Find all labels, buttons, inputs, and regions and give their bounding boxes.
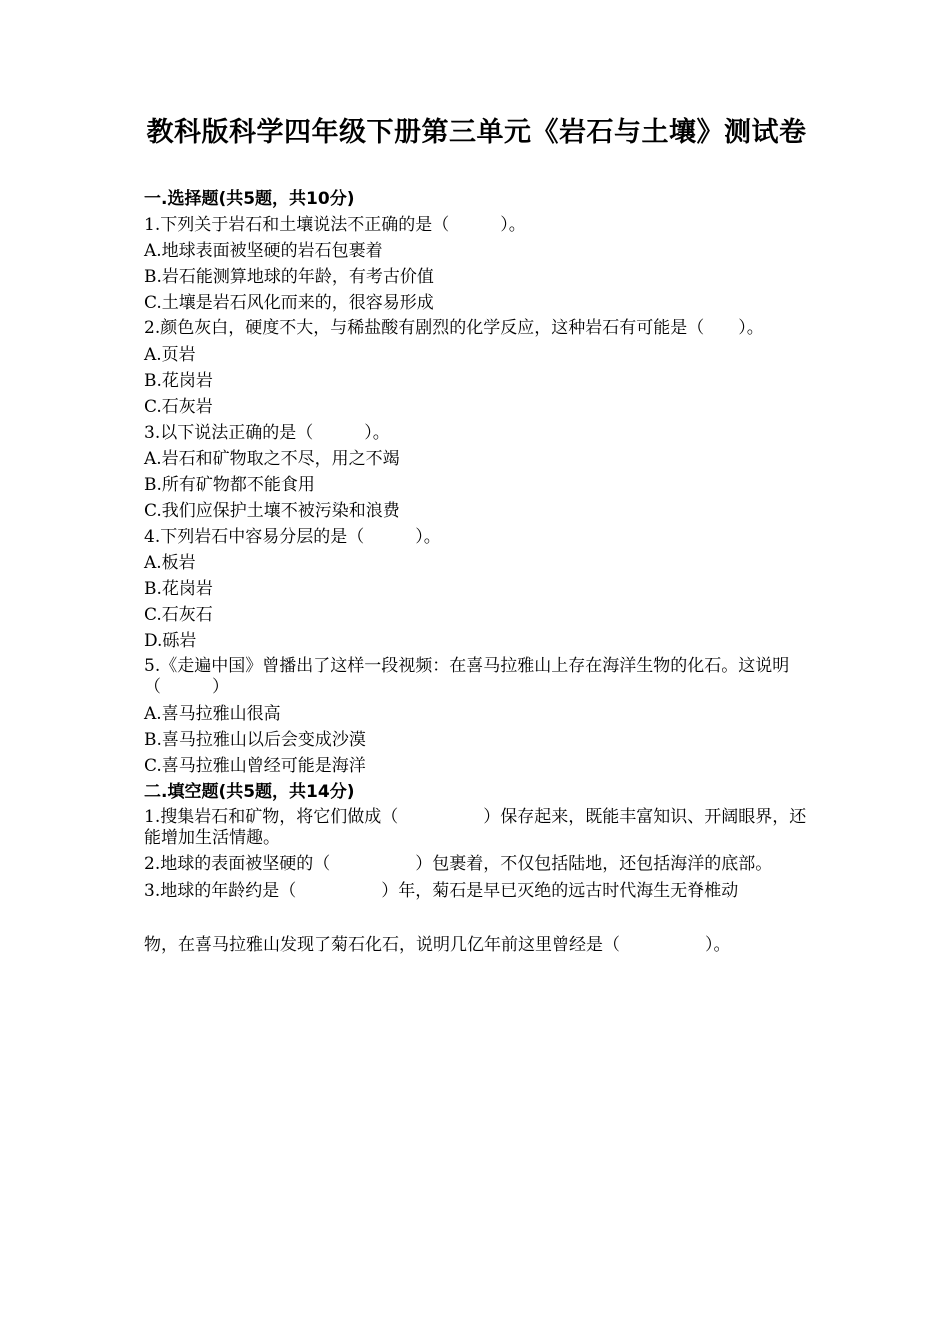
question-stem: 3.地球的年龄约是（ ）年，菊石是早已灭绝的远古时代海生无脊椎动 <box>144 881 739 901</box>
question-option: A.板岩 <box>144 553 196 573</box>
question-option: A.页岩 <box>144 345 196 365</box>
question-stem: 5.《走遍中国》曾播出了这样一段视频：在喜马拉雅山上存在海洋生物的化石。这说明（ ） <box>144 656 790 697</box>
question-option: B.所有矿物都不能食用 <box>144 475 315 495</box>
question-stem: 1.搜集岩石和矿物，将它们做成（ ）保存起来，既能丰富知识、开阔眼界，还能增加生活情趣。 <box>144 807 807 848</box>
question-option: B.喜马拉雅山以后会变成沙漠 <box>144 730 366 750</box>
question-option: C.喜马拉雅山曾经可能是海洋 <box>144 756 366 776</box>
question-stem: 3.以下说法正确的是（ ）。 <box>144 423 390 443</box>
question-stem: 1.下列关于岩石和土壤说法不正确的是（ ）。 <box>144 215 526 235</box>
question-option: C.我们应保护土壤不被污染和浪费 <box>144 501 400 521</box>
question <box>144 524 809 654</box>
question <box>144 420 809 524</box>
question-stem-continuation: 物，在喜马拉雅山发现了菊石化石，说明几亿年前这里曾经是（ ）。 <box>144 935 731 955</box>
question-option: B.花岗岩 <box>144 579 213 599</box>
question-option: A.地球表面被坚硬的岩石包裹着 <box>144 241 383 261</box>
question-option: A.喜马拉雅山很高 <box>144 704 281 724</box>
section-heading-fill: 二.填空题(共5题，共14分) <box>144 782 355 802</box>
section-heading-choice: 一.选择题(共5题，共10分) <box>144 189 355 209</box>
question <box>144 212 809 316</box>
question-option: C.石灰岩 <box>144 397 213 417</box>
question-stem: 4.下列岩石中容易分层的是（ ）。 <box>144 527 441 547</box>
question-option: B.岩石能测算地球的年龄，有考古价值 <box>144 267 434 287</box>
question-option: C.石灰石 <box>144 605 213 625</box>
question-stem: 2.地球的表面被坚硬的（ ）包裹着，不仅包括陆地，还包括海洋的底部。 <box>144 854 773 874</box>
question-option: D.砾岩 <box>144 631 197 651</box>
question-stem: 2.颜色灰白，硬度不大，与稀盐酸有剧烈的化学反应，这种岩石有可能是（ ）。 <box>144 318 764 338</box>
question-option: B.花岗岩 <box>144 371 213 391</box>
spacer <box>144 904 809 932</box>
question-option: A.岩石和矿物取之不尽，用之不竭 <box>144 449 400 469</box>
exam-body <box>144 186 809 958</box>
question-option: C.土壤是岩石风化而来的，很容易形成 <box>144 293 434 313</box>
question <box>144 654 809 779</box>
page-title: 教科版科学四年级下册第三单元《岩石与土壤》测试卷 <box>146 117 807 148</box>
question <box>144 316 809 420</box>
